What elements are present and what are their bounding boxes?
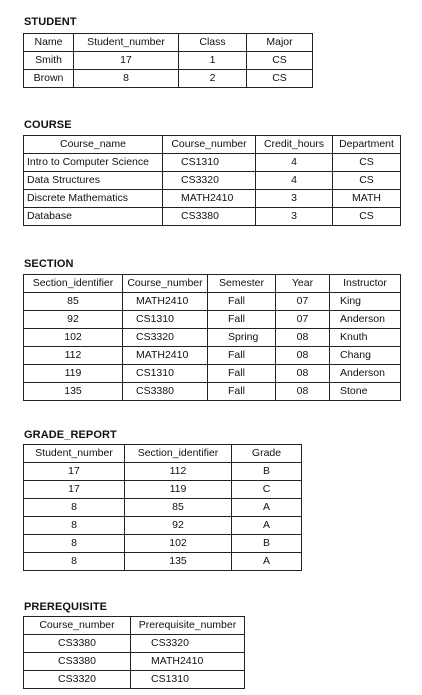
table-cell: King [330, 293, 401, 311]
table-header-row [24, 275, 401, 293]
table-cell: 17 [24, 463, 125, 481]
table-cell: A [232, 553, 302, 571]
column-header: Year [276, 275, 330, 293]
table-cell: 8 [24, 517, 125, 535]
table-cell: Fall [208, 365, 276, 383]
table-row [24, 553, 302, 571]
table-cell: Fall [208, 383, 276, 401]
table-header-row [24, 136, 401, 154]
table-cell: MATH2410 [123, 347, 208, 365]
table-row [24, 311, 401, 329]
table-header-row [24, 445, 302, 463]
table-cell: CS3320 [24, 671, 131, 689]
table-cell: 8 [24, 553, 125, 571]
table-cell: 17 [24, 481, 125, 499]
table-cell: 135 [24, 383, 123, 401]
table-cell: 112 [125, 463, 232, 481]
table-cell: Fall [208, 311, 276, 329]
table-cell: A [232, 517, 302, 535]
table-row [24, 190, 401, 208]
table-cell: MATH2410 [131, 653, 245, 671]
table-cell: MATH2410 [123, 293, 208, 311]
table-cell: 8 [24, 535, 125, 553]
column-header: Section_identifier [24, 275, 123, 293]
table-cell: 85 [24, 293, 123, 311]
table-cell: 17 [74, 52, 179, 70]
table-cell: 07 [276, 311, 330, 329]
table-row [24, 653, 245, 671]
table-row [24, 70, 313, 88]
table-cell: Discrete Mathematics [24, 190, 163, 208]
table-cell: Fall [208, 293, 276, 311]
prerequisite-table [23, 616, 245, 689]
table-row [24, 208, 401, 226]
table-row [24, 517, 302, 535]
table-cell: 3 [256, 208, 333, 226]
student-title: STUDENT [24, 16, 77, 28]
table-cell: CS3380 [24, 635, 131, 653]
table-cell: CS [247, 70, 313, 88]
table-cell: 92 [125, 517, 232, 535]
table-row [24, 293, 401, 311]
table-cell: A [232, 499, 302, 517]
column-header: Course_number [123, 275, 208, 293]
course-title: COURSE [24, 119, 72, 131]
table-cell: CS3380 [123, 383, 208, 401]
table-cell: CS3320 [163, 172, 256, 190]
column-header: Student_number [24, 445, 125, 463]
table-cell: CS [333, 154, 401, 172]
table-cell: 85 [125, 499, 232, 517]
column-header: Semester [208, 275, 276, 293]
column-header: Name [24, 34, 74, 52]
table-cell: 2 [179, 70, 247, 88]
table-cell: CS1310 [123, 365, 208, 383]
table-cell: CS [333, 172, 401, 190]
column-header: Course_number [163, 136, 256, 154]
table-cell: 4 [256, 154, 333, 172]
table-cell: 102 [24, 329, 123, 347]
table-cell: Brown [24, 70, 74, 88]
column-header: Major [247, 34, 313, 52]
table-cell: 119 [24, 365, 123, 383]
course-table [23, 135, 401, 226]
table-cell: 4 [256, 172, 333, 190]
table-cell: CS1310 [131, 671, 245, 689]
table-cell: Knuth [330, 329, 401, 347]
column-header: Instructor [330, 275, 401, 293]
table-cell: 119 [125, 481, 232, 499]
column-header: Course_name [24, 136, 163, 154]
section-title: SECTION [24, 258, 74, 270]
table-cell: CS [333, 208, 401, 226]
column-header: Department [333, 136, 401, 154]
section-table [23, 274, 401, 401]
table-row [24, 52, 313, 70]
table-cell: 92 [24, 311, 123, 329]
table-cell: MATH2410 [163, 190, 256, 208]
table-cell: CS3380 [163, 208, 256, 226]
table-cell: 08 [276, 329, 330, 347]
table-row [24, 365, 401, 383]
table-row [24, 329, 401, 347]
table-row [24, 499, 302, 517]
table-cell: B [232, 535, 302, 553]
table-cell: CS3380 [24, 653, 131, 671]
table-cell: Spring [208, 329, 276, 347]
column-header: Grade [232, 445, 302, 463]
table-cell: 135 [125, 553, 232, 571]
table-row [24, 172, 401, 190]
table-cell: Data Structures [24, 172, 163, 190]
column-header: Credit_hours [256, 136, 333, 154]
table-cell: CS3320 [123, 329, 208, 347]
table-cell: 08 [276, 365, 330, 383]
table-cell: Intro to Computer Science [24, 154, 163, 172]
table-cell: 3 [256, 190, 333, 208]
table-row [24, 481, 302, 499]
table-cell: CS3320 [131, 635, 245, 653]
table-row [24, 671, 245, 689]
table-cell: Smith [24, 52, 74, 70]
table-row [24, 383, 401, 401]
grade-report-title: GRADE_REPORT [24, 429, 117, 441]
column-header: Student_number [74, 34, 179, 52]
table-cell: 1 [179, 52, 247, 70]
column-header: Prerequisite_number [131, 617, 245, 635]
table-cell: 112 [24, 347, 123, 365]
table-row [24, 635, 245, 653]
table-row [24, 535, 302, 553]
table-row [24, 154, 401, 172]
table-cell: CS [247, 52, 313, 70]
table-cell: 8 [24, 499, 125, 517]
table-cell: Anderson [330, 311, 401, 329]
table-cell: C [232, 481, 302, 499]
table-cell: 07 [276, 293, 330, 311]
column-header: Section_identifier [125, 445, 232, 463]
table-cell: 102 [125, 535, 232, 553]
grade-report-table [23, 444, 302, 571]
column-header: Course_number [24, 617, 131, 635]
table-header-row [24, 617, 245, 635]
table-cell: B [232, 463, 302, 481]
student-table [23, 33, 313, 88]
table-row [24, 347, 401, 365]
table-header-row [24, 34, 313, 52]
table-cell: 8 [74, 70, 179, 88]
table-cell: 08 [276, 383, 330, 401]
table-row [24, 463, 302, 481]
table-cell: Chang [330, 347, 401, 365]
table-cell: Anderson [330, 365, 401, 383]
column-header: Class [179, 34, 247, 52]
table-cell: Stone [330, 383, 401, 401]
table-cell: Database [24, 208, 163, 226]
prerequisite-title: PREREQUISITE [24, 601, 108, 613]
table-cell: Fall [208, 347, 276, 365]
table-cell: CS1310 [123, 311, 208, 329]
table-cell: MATH [333, 190, 401, 208]
table-cell: 08 [276, 347, 330, 365]
table-cell: CS1310 [163, 154, 256, 172]
